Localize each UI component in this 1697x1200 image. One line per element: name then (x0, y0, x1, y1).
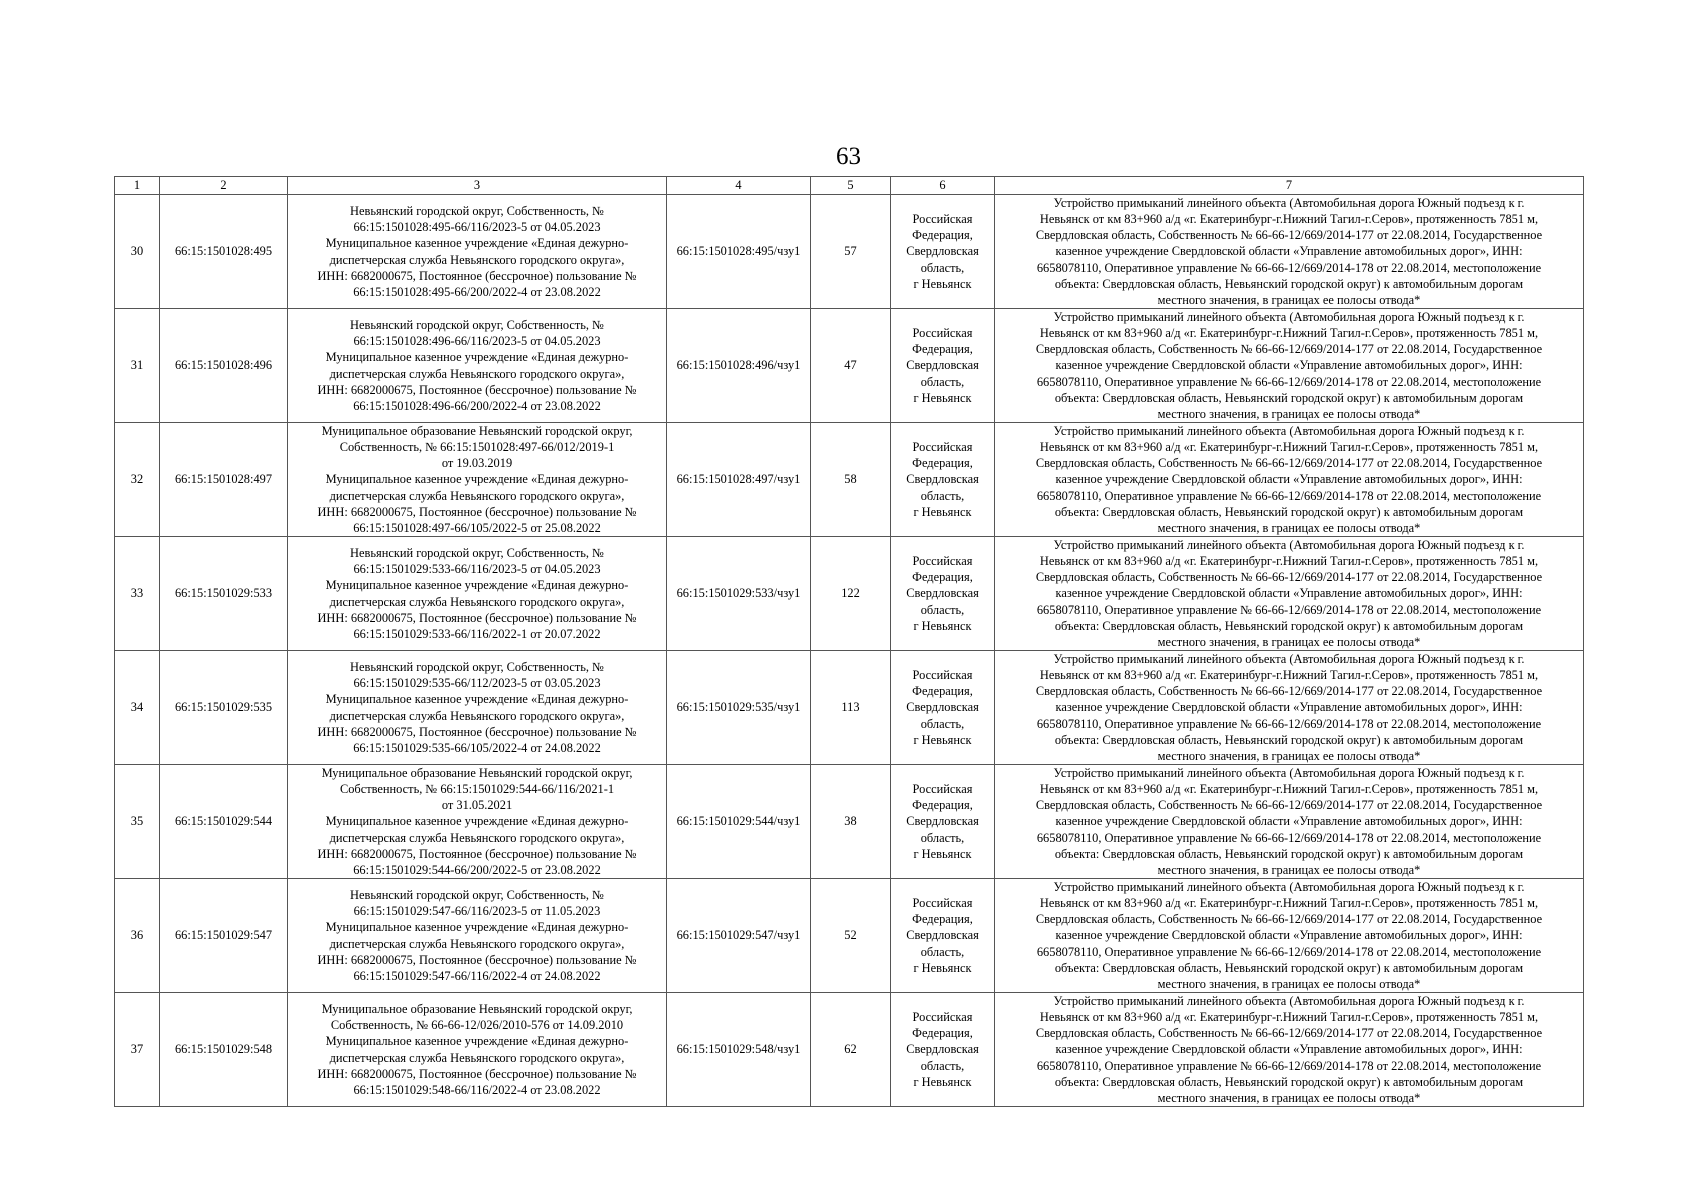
table-row (115, 879, 1584, 993)
plot-part-number: 66:15:1501029:535/чзу1 (667, 651, 811, 765)
area-value: 58 (811, 423, 891, 537)
cadastral-number: 66:15:1501029:533 (160, 537, 288, 651)
plot-part-number: 66:15:1501029:548/чзу1 (667, 993, 811, 1107)
rights-holder: Невьянский городской округ, Собственность, № 66:15:1501029:533-66/116/2023-5 от 04.05.2023 Муниципальное казенное учреждение «Единая дежурно- диспетчерская служба Невьянского городского округа», ИНН: 6682000675, Постоянное (бессрочное) пользование № 66:15:1501029:533-66/116/2022-1 от 20.07.2022 (288, 537, 667, 651)
area-value: 38 (811, 765, 891, 879)
plot-part-number: 66:15:1501029:547/чзу1 (667, 879, 811, 993)
row-number: 34 (115, 651, 160, 765)
column-header: 1 (115, 177, 160, 195)
cadastral-number: 66:15:1501029:547 (160, 879, 288, 993)
row-number: 31 (115, 309, 160, 423)
location: Российская Федерация, Свердловская область, г Невьянск (891, 765, 995, 879)
cadastral-number: 66:15:1501029:548 (160, 993, 288, 1107)
area-value: 57 (811, 195, 891, 309)
area-value: 52 (811, 879, 891, 993)
purpose: Устройство примыканий линейного объекта (Автомобильная дорога Южный подъезд к г. Невьянск от км 83+960 а/д «г. Екатеринбург-г.Нижний Тагил-г.Серов», протяженность 7851 м, Свердловская область, Собственность № 66-66-12/669/2014-177 от 22.08.2014, Государственное казенное учреждение Свердловской области «Управление автомобильных дорог», ИНН: 6658078110, Оперативное управление № 66-66-12/669/2014-178 от 22.08.2014, местоположение объекта: Свердловская область, Невьянский городской округ) к автомобильным дорогам местного значения, в границах ее полосы отвода* (995, 195, 1584, 309)
table-row (115, 765, 1584, 879)
purpose: Устройство примыканий линейного объекта (Автомобильная дорога Южный подъезд к г. Невьянск от км 83+960 а/д «г. Екатеринбург-г.Нижний Тагил-г.Серов», протяженность 7851 м, Свердловская область, Собственность № 66-66-12/669/2014-177 от 22.08.2014, Государственное казенное учреждение Свердловской области «Управление автомобильных дорог», ИНН: 6658078110, Оперативное управление № 66-66-12/669/2014-178 от 22.08.2014, местоположение объекта: Свердловская область, Невьянский городской округ) к автомобильным дорогам местного значения, в границах ее полосы отвода* (995, 879, 1584, 993)
column-header: 2 (160, 177, 288, 195)
table-row (115, 195, 1584, 309)
location: Российская Федерация, Свердловская область, г Невьянск (891, 537, 995, 651)
table-row (115, 309, 1584, 423)
plot-part-number: 66:15:1501028:495/чзу1 (667, 195, 811, 309)
rights-holder: Невьянский городской округ, Собственность, № 66:15:1501029:535-66/112/2023-5 от 03.05.2023 Муниципальное казенное учреждение «Единая дежурно- диспетчерская служба Невьянского городского округа», ИНН: 6682000675, Постоянное (бессрочное) пользование № 66:15:1501029:535-66/105/2022-4 от 24.08.2022 (288, 651, 667, 765)
location: Российская Федерация, Свердловская область, г Невьянск (891, 879, 995, 993)
purpose: Устройство примыканий линейного объекта (Автомобильная дорога Южный подъезд к г. Невьянск от км 83+960 а/д «г. Екатеринбург-г.Нижний Тагил-г.Серов», протяженность 7851 м, Свердловская область, Собственность № 66-66-12/669/2014-177 от 22.08.2014, Государственное казенное учреждение Свердловской области «Управление автомобильных дорог», ИНН: 6658078110, Оперативное управление № 66-66-12/669/2014-178 от 22.08.2014, местоположение объекта: Свердловская область, Невьянский городской округ) к автомобильным дорогам местного значения, в границах ее полосы отвода* (995, 993, 1584, 1107)
purpose: Устройство примыканий линейного объекта (Автомобильная дорога Южный подъезд к г. Невьянск от км 83+960 а/д «г. Екатеринбург-г.Нижний Тагил-г.Серов», протяженность 7851 м, Свердловская область, Собственность № 66-66-12/669/2014-177 от 22.08.2014, Государственное казенное учреждение Свердловской области «Управление автомобильных дорог», ИНН: 6658078110, Оперативное управление № 66-66-12/669/2014-178 от 22.08.2014, местоположение объекта: Свердловская область, Невьянский городской округ) к автомобильным дорогам местного значения, в границах ее полосы отвода* (995, 423, 1584, 537)
area-value: 62 (811, 993, 891, 1107)
location: Российская Федерация, Свердловская область, г Невьянск (891, 993, 995, 1107)
plot-part-number: 66:15:1501029:533/чзу1 (667, 537, 811, 651)
plot-part-number: 66:15:1501028:496/чзу1 (667, 309, 811, 423)
row-number: 33 (115, 537, 160, 651)
purpose: Устройство примыканий линейного объекта (Автомобильная дорога Южный подъезд к г. Невьянск от км 83+960 а/д «г. Екатеринбург-г.Нижний Тагил-г.Серов», протяженность 7851 м, Свердловская область, Собственность № 66-66-12/669/2014-177 от 22.08.2014, Государственное казенное учреждение Свердловской области «Управление автомобильных дорог», ИНН: 6658078110, Оперативное управление № 66-66-12/669/2014-178 от 22.08.2014, местоположение объекта: Свердловская область, Невьянский городской округ) к автомобильным дорогам местного значения, в границах ее полосы отвода* (995, 309, 1584, 423)
header-row (115, 177, 1584, 195)
plot-part-number: 66:15:1501028:497/чзу1 (667, 423, 811, 537)
purpose: Устройство примыканий линейного объекта (Автомобильная дорога Южный подъезд к г. Невьянск от км 83+960 а/д «г. Екатеринбург-г.Нижний Тагил-г.Серов», протяженность 7851 м, Свердловская область, Собственность № 66-66-12/669/2014-177 от 22.08.2014, Государственное казенное учреждение Свердловской области «Управление автомобильных дорог», ИНН: 6658078110, Оперативное управление № 66-66-12/669/2014-178 от 22.08.2014, местоположение объекта: Свердловская область, Невьянский городской округ) к автомобильным дорогам местного значения, в границах ее полосы отвода* (995, 765, 1584, 879)
cadastral-number: 66:15:1501029:535 (160, 651, 288, 765)
table-row (115, 423, 1584, 537)
column-header: 6 (891, 177, 995, 195)
cadastral-number: 66:15:1501028:497 (160, 423, 288, 537)
area-value: 113 (811, 651, 891, 765)
area-value: 47 (811, 309, 891, 423)
column-header: 3 (288, 177, 667, 195)
area-value: 122 (811, 537, 891, 651)
purpose: Устройство примыканий линейного объекта (Автомобильная дорога Южный подъезд к г. Невьянск от км 83+960 а/д «г. Екатеринбург-г.Нижний Тагил-г.Серов», протяженность 7851 м, Свердловская область, Собственность № 66-66-12/669/2014-177 от 22.08.2014, Государственное казенное учреждение Свердловской области «Управление автомобильных дорог», ИНН: 6658078110, Оперативное управление № 66-66-12/669/2014-178 от 22.08.2014, местоположение объекта: Свердловская область, Невьянский городской округ) к автомобильным дорогам местного значения, в границах ее полосы отвода* (995, 651, 1584, 765)
row-number: 36 (115, 879, 160, 993)
column-header: 4 (667, 177, 811, 195)
plot-part-number: 66:15:1501029:544/чзу1 (667, 765, 811, 879)
rights-holder: Невьянский городской округ, Собственность, № 66:15:1501029:547-66/116/2023-5 от 11.05.2023 Муниципальное казенное учреждение «Единая дежурно- диспетчерская служба Невьянского городского округа», ИНН: 6682000675, Постоянное (бессрочное) пользование № 66:15:1501029:547-66/116/2022-4 от 24.08.2022 (288, 879, 667, 993)
row-number: 35 (115, 765, 160, 879)
row-number: 30 (115, 195, 160, 309)
purpose: Устройство примыканий линейного объекта (Автомобильная дорога Южный подъезд к г. Невьянск от км 83+960 а/д «г. Екатеринбург-г.Нижний Тагил-г.Серов», протяженность 7851 м, Свердловская область, Собственность № 66-66-12/669/2014-177 от 22.08.2014, Государственное казенное учреждение Свердловской области «Управление автомобильных дорог», ИНН: 6658078110, Оперативное управление № 66-66-12/669/2014-178 от 22.08.2014, местоположение объекта: Свердловская область, Невьянский городской округ) к автомобильным дорогам местного значения, в границах ее полосы отвода* (995, 537, 1584, 651)
column-header: 5 (811, 177, 891, 195)
table-row (115, 537, 1584, 651)
column-header: 7 (995, 177, 1584, 195)
cadastral-number: 66:15:1501028:495 (160, 195, 288, 309)
land-plots-table (114, 176, 1584, 1107)
rights-holder: Муниципальное образование Невьянский городской округ, Собственность, № 66-66-12/026/2010-576 от 14.09.2010 Муниципальное казенное учреждение «Единая дежурно- диспетчерская служба Невьянского городского округа», ИНН: 6682000675, Постоянное (бессрочное) пользование № 66:15:1501029:548-66/116/2022-4 от 23.08.2022 (288, 993, 667, 1107)
row-number: 32 (115, 423, 160, 537)
rights-holder: Невьянский городской округ, Собственность, № 66:15:1501028:495-66/116/2023-5 от 04.05.2023 Муниципальное казенное учреждение «Единая дежурно- диспетчерская служба Невьянского городского округа», ИНН: 6682000675, Постоянное (бессрочное) пользование № 66:15:1501028:495-66/200/2022-4 от 23.08.2022 (288, 195, 667, 309)
rights-holder: Муниципальное образование Невьянский городской округ, Собственность, № 66:15:1501028:497-66/012/2019-1 от 19.03.2019 Муниципальное казенное учреждение «Единая дежурно- диспетчерская служба Невьянского городского округа», ИНН: 6682000675, Постоянное (бессрочное) пользование № 66:15:1501028:497-66/105/2022-5 от 25.08.2022 (288, 423, 667, 537)
table-row (115, 651, 1584, 765)
location: Российская Федерация, Свердловская область, г Невьянск (891, 195, 995, 309)
cadastral-number: 66:15:1501028:496 (160, 309, 288, 423)
rights-holder: Муниципальное образование Невьянский городской округ, Собственность, № 66:15:1501029:544-66/116/2021-1 от 31.05.2021 Муниципальное казенное учреждение «Единая дежурно- диспетчерская служба Невьянского городского округа», ИНН: 6682000675, Постоянное (бессрочное) пользование № 66:15:1501029:544-66/200/2022-5 от 23.08.2022 (288, 765, 667, 879)
page-number: 63 (836, 143, 861, 170)
location: Российская Федерация, Свердловская область, г Невьянск (891, 309, 995, 423)
rights-holder: Невьянский городской округ, Собственность, № 66:15:1501028:496-66/116/2023-5 от 04.05.2023 Муниципальное казенное учреждение «Единая дежурно- диспетчерская служба Невьянского городского округа», ИНН: 6682000675, Постоянное (бессрочное) пользование № 66:15:1501028:496-66/200/2022-4 от 23.08.2022 (288, 309, 667, 423)
table-row (115, 993, 1584, 1107)
row-number: 37 (115, 993, 160, 1107)
cadastral-number: 66:15:1501029:544 (160, 765, 288, 879)
location: Российская Федерация, Свердловская область, г Невьянск (891, 423, 995, 537)
location: Российская Федерация, Свердловская область, г Невьянск (891, 651, 995, 765)
